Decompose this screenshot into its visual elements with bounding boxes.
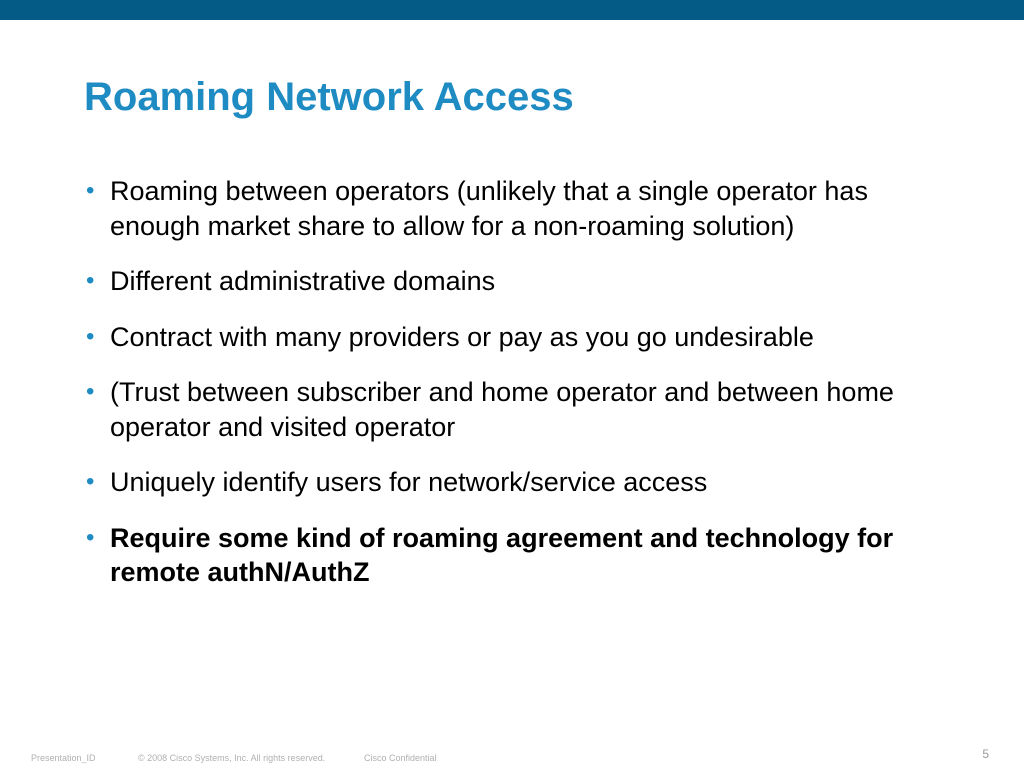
footer-presentation-id: Presentation_ID [31, 753, 96, 763]
bullet-text: Roaming between operators (unlikely that a single operator has enough market share to allow for a non-roaming solution) [110, 176, 868, 241]
bullet-icon: • [86, 468, 95, 495]
bullet-item [84, 375, 944, 444]
footer [31, 753, 437, 763]
footer-confidential: Cisco Confidential [364, 753, 437, 763]
bullet-list [84, 174, 944, 611]
bullet-icon: • [86, 523, 95, 551]
bullet-icon: • [86, 378, 95, 405]
bullet-text: Contract with many providers or pay as you go undesirable [110, 321, 814, 352]
bullet-item [84, 264, 944, 299]
bullet-item [84, 465, 944, 500]
bullet-icon: • [86, 267, 95, 294]
footer-copyright: © 2008 Cisco Systems, Inc. All rights reserved. [138, 753, 326, 763]
slide-title: Roaming Network Access [84, 75, 574, 119]
bullet-text: Uniquely identify users for network/service access [110, 467, 708, 497]
bullet-item [84, 174, 944, 243]
bullet-icon: • [86, 177, 95, 204]
top-bar [0, 0, 1024, 20]
bullet-text: Different administrative domains [110, 266, 496, 296]
bullet-item-emphasis [84, 521, 944, 590]
bullet-icon: • [86, 322, 95, 350]
bullet-text: (Trust between subscriber and home operator and between home operator and visited operator [110, 377, 894, 442]
bullet-item [84, 320, 944, 355]
page-number: 5 [982, 747, 989, 761]
bullet-text: Require some kind of roaming agreement and technology for remote authN/AuthZ [110, 522, 894, 587]
